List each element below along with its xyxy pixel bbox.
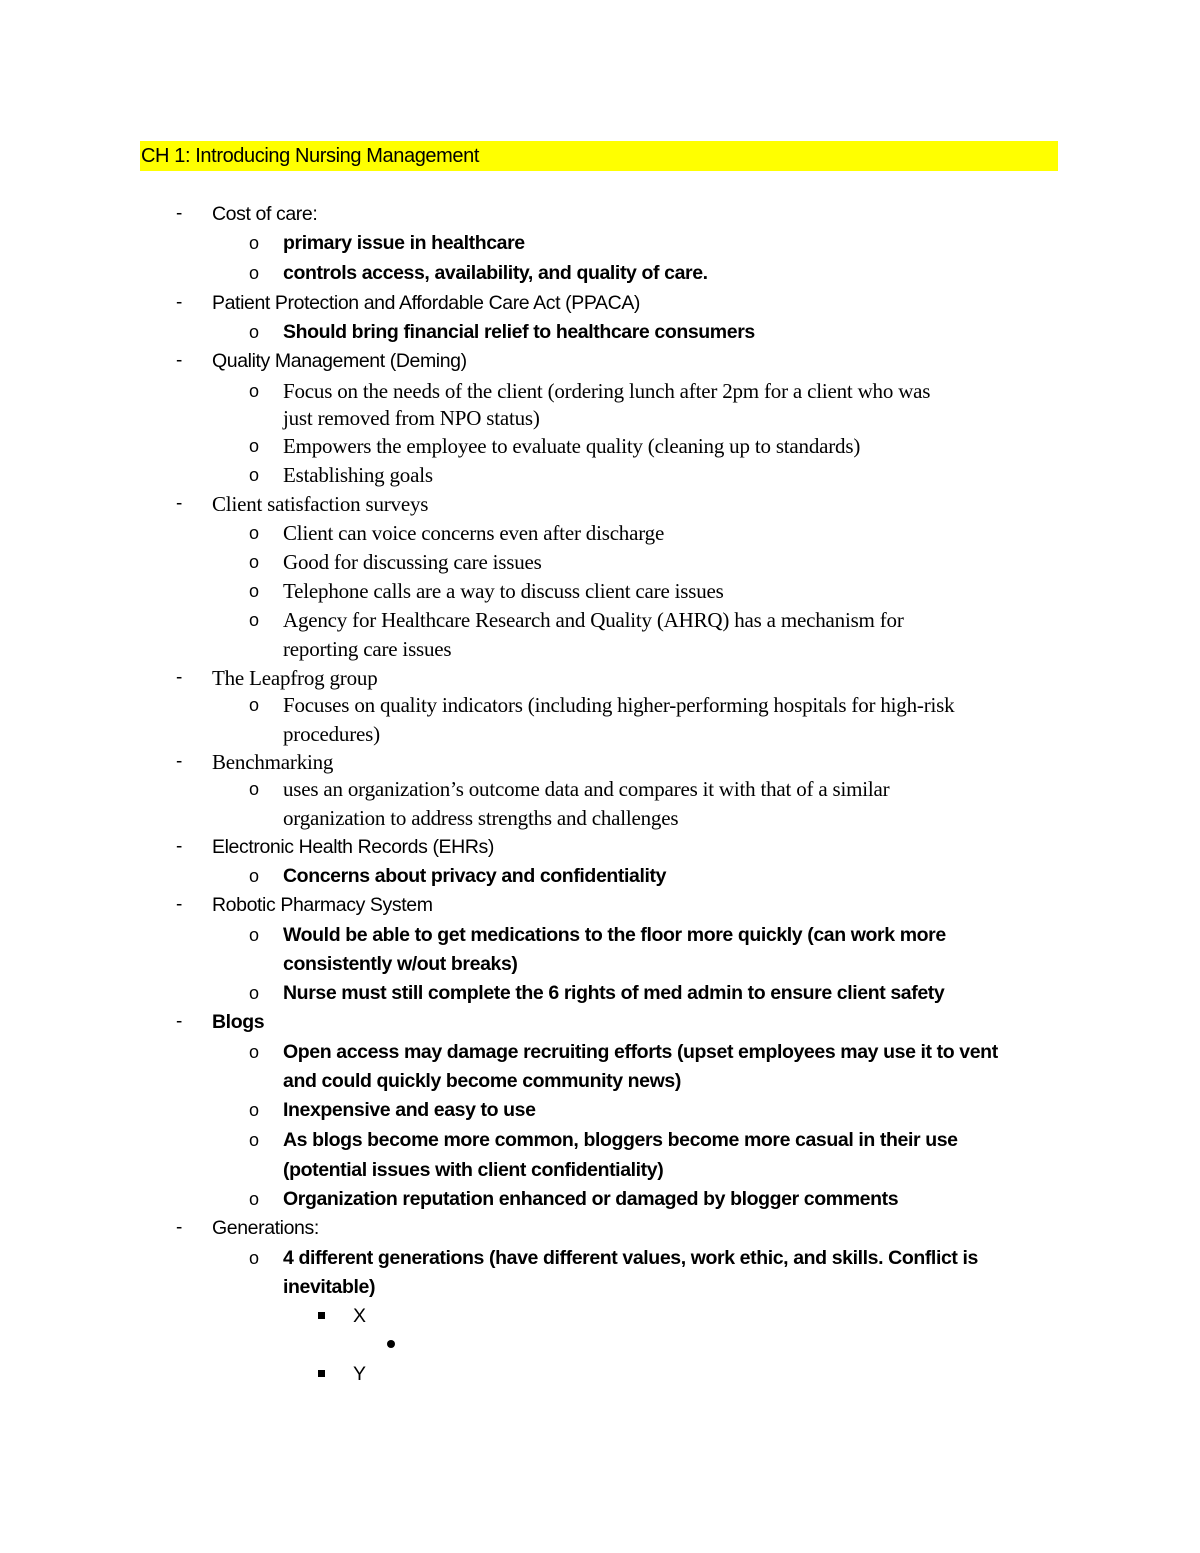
dash-bullet: -: [176, 1217, 183, 1238]
circle-bullet: o: [249, 983, 260, 1003]
list-item-continuation: inevitable): [283, 1276, 376, 1298]
list-item: X: [353, 1305, 366, 1327]
circle-bullet: o: [249, 695, 260, 715]
square-bullet-icon: [318, 1370, 325, 1377]
circle-bullet: o: [249, 779, 260, 799]
circle-bullet: o: [249, 322, 260, 342]
list-item: Y: [353, 1363, 366, 1385]
list-item: Empowers the employee to evaluate quality (cleaning up to standards): [283, 434, 861, 458]
list-item: Good for discussing care issues: [283, 550, 542, 574]
list-item: Blogs: [212, 1011, 265, 1033]
list-item: Concerns about privacy and confidentiality: [283, 865, 667, 887]
round-bullet-icon: [387, 1340, 395, 1348]
circle-bullet: o: [249, 233, 260, 253]
list-item: Nurse must still complete the 6 rights of med admin to ensure client safety: [283, 982, 945, 1004]
list-item: Generations:: [212, 1217, 319, 1239]
list-item: Would be able to get medications to the floor more quickly (can work more: [283, 924, 946, 946]
list-item: primary issue in healthcare: [283, 232, 525, 254]
circle-bullet: o: [249, 381, 260, 401]
circle-bullet: o: [249, 263, 260, 283]
list-item-continuation: procedures): [283, 722, 380, 746]
circle-bullet: o: [249, 1100, 260, 1120]
circle-bullet: o: [249, 1189, 260, 1209]
list-item: Electronic Health Records (EHRs): [212, 836, 494, 858]
dash-bullet: -: [176, 836, 183, 857]
list-item: Client satisfaction surveys: [212, 492, 429, 516]
list-item: As blogs become more common, bloggers become more casual in their use: [283, 1129, 958, 1151]
dash-bullet: -: [176, 203, 183, 224]
circle-bullet: o: [249, 610, 260, 630]
list-item-continuation: consistently w/out breaks): [283, 953, 518, 975]
circle-bullet: o: [249, 436, 260, 456]
circle-bullet: o: [249, 925, 260, 945]
dash-bullet: -: [176, 894, 183, 915]
square-bullet-icon: [318, 1312, 325, 1319]
list-item-continuation: organization to address strengths and challenges: [283, 806, 679, 830]
list-item: Should bring financial relief to healthcare consumers: [283, 321, 755, 343]
circle-bullet: o: [249, 552, 260, 572]
circle-bullet: o: [249, 866, 260, 886]
dash-bullet: -: [176, 493, 183, 514]
list-item: Patient Protection and Affordable Care Act (PPACA): [212, 292, 641, 314]
circle-bullet: o: [249, 1130, 260, 1150]
list-item-continuation: reporting care issues: [283, 637, 452, 661]
circle-bullet: o: [249, 1248, 260, 1268]
list-item: The Leapfrog group: [212, 666, 378, 690]
list-item: 4 different generations (have different values, work ethic, and skills. Conflict is: [283, 1247, 978, 1269]
dash-bullet: -: [176, 292, 183, 313]
list-item: Organization reputation enhanced or damaged by blogger comments: [283, 1188, 899, 1210]
list-item: Robotic Pharmacy System: [212, 894, 433, 916]
dash-bullet: -: [176, 350, 183, 371]
list-item: Focus on the needs of the client (ordering lunch after 2pm for a client who was: [283, 379, 931, 403]
list-item-continuation: (potential issues with client confidentiality): [283, 1159, 664, 1181]
circle-bullet: o: [249, 523, 260, 543]
list-item: Agency for Healthcare Research and Quality (AHRQ) has a mechanism for: [283, 608, 904, 632]
list-item: controls access, availability, and quality of care.: [283, 262, 708, 284]
list-item: uses an organization’s outcome data and compares it with that of a similar: [283, 777, 890, 801]
circle-bullet: o: [249, 581, 260, 601]
list-item: Cost of care:: [212, 203, 318, 225]
list-item-continuation: and could quickly become community news): [283, 1070, 681, 1092]
list-item: Inexpensive and easy to use: [283, 1099, 536, 1121]
list-item: Client can voice concerns even after discharge: [283, 521, 665, 545]
dash-bullet: -: [176, 667, 183, 688]
list-item: Quality Management (Deming): [212, 350, 467, 372]
dash-bullet: -: [176, 1011, 183, 1032]
list-item: Focuses on quality indicators (including higher-performing hospitals for high-risk: [283, 693, 955, 717]
list-item: Open access may damage recruiting efforts (upset employees may use it to vent: [283, 1041, 998, 1063]
circle-bullet: o: [249, 1042, 260, 1062]
circle-bullet: o: [249, 465, 260, 485]
list-item: Establishing goals: [283, 463, 433, 487]
list-item-continuation: just removed from NPO status): [283, 406, 540, 430]
dash-bullet: -: [176, 751, 183, 772]
chapter-title: CH 1: Introducing Nursing Management: [141, 145, 480, 167]
list-item: Telephone calls are a way to discuss client care issues: [283, 579, 724, 603]
list-item: Benchmarking: [212, 750, 334, 774]
